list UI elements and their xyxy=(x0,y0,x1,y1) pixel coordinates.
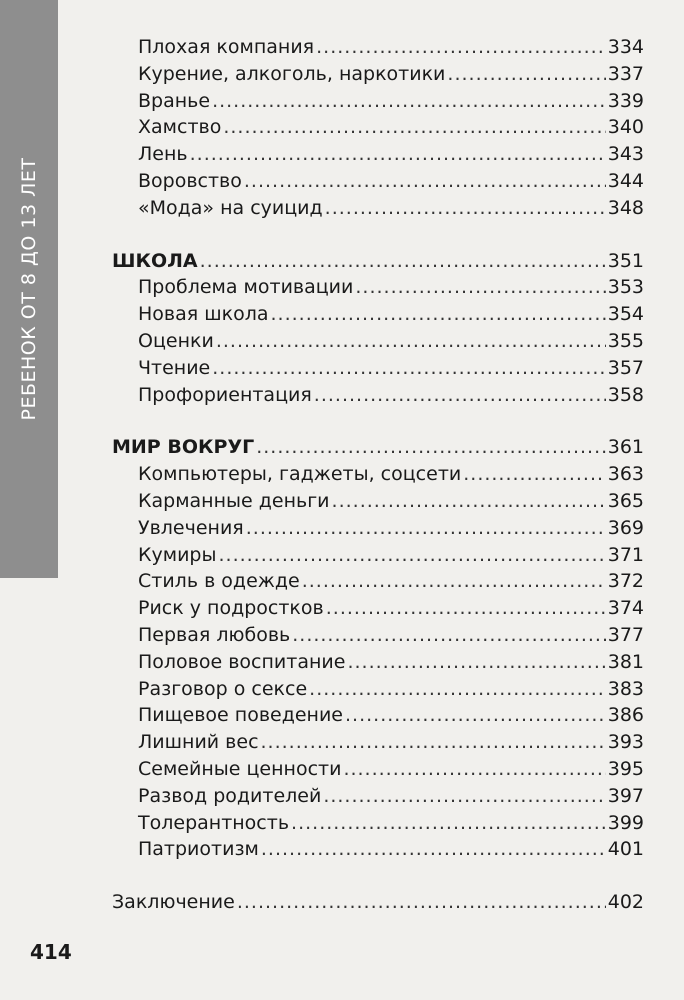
toc-entry xyxy=(112,141,644,168)
toc-leader-dots xyxy=(246,515,606,542)
toc-entry-title: Стиль в одежде xyxy=(138,570,300,593)
toc-leader-dots xyxy=(261,729,606,756)
toc-entry xyxy=(112,542,644,569)
toc-entry-page: 339 xyxy=(607,89,644,112)
toc-entry-title: Половое воспитание xyxy=(138,650,346,673)
toc-leader-dots xyxy=(347,649,605,676)
toc-entry-title: Оценки xyxy=(138,329,214,352)
toc-entry-top xyxy=(112,889,644,916)
toc-entry xyxy=(112,676,644,703)
toc-entry xyxy=(112,382,644,409)
toc-entry xyxy=(112,114,644,141)
toc-leader-dots xyxy=(355,274,605,301)
toc-entry xyxy=(112,355,644,382)
toc-leader-dots xyxy=(326,595,606,622)
toc-entry-page: 369 xyxy=(607,516,644,539)
toc-entry xyxy=(112,328,644,355)
toc-entry xyxy=(112,488,644,515)
page-number: 414 xyxy=(30,940,72,964)
toc-entry xyxy=(112,649,644,676)
toc-entry-page: 401 xyxy=(607,838,644,861)
toc-entry-page: 361 xyxy=(607,436,644,459)
toc-entry-title: Лень xyxy=(138,143,188,166)
toc-entry-title: Чтение xyxy=(138,356,211,379)
toc-entry-title: МИР ВОКРУГ xyxy=(112,436,255,459)
toc-gap xyxy=(112,408,644,434)
toc-entry-page: 353 xyxy=(607,276,644,299)
toc-leader-dots xyxy=(291,810,606,837)
toc-entry-page: 363 xyxy=(607,463,644,486)
toc-entry xyxy=(112,622,644,649)
toc-entry xyxy=(112,515,644,542)
toc-entry-title: Пищевое поведение xyxy=(138,704,343,727)
toc-entry-page: 381 xyxy=(607,650,644,673)
toc-entry-title: Новая школа xyxy=(138,303,269,326)
toc-entry-page: 374 xyxy=(607,597,644,620)
toc-leader-dots xyxy=(463,461,606,488)
toc-entry-title: Риск у подростков xyxy=(138,597,324,620)
toc-entry-title: Патриотизм xyxy=(138,838,259,861)
toc-leader-dots xyxy=(216,328,606,355)
toc-leader-dots xyxy=(218,542,605,569)
toc-group-world xyxy=(112,434,644,863)
toc-group-school xyxy=(112,248,644,409)
toc-section-heading xyxy=(112,248,644,275)
toc-entry-title: Развод родителей xyxy=(138,784,322,807)
toc-entry-title: Увлечения xyxy=(138,516,244,539)
toc-entry-title: Разговор о сексе xyxy=(138,677,308,700)
toc-leader-dots xyxy=(261,836,606,863)
toc-entry-title: Кумиры xyxy=(138,543,217,566)
toc-entry xyxy=(112,702,644,729)
toc-entry xyxy=(112,836,644,863)
toc-gap xyxy=(112,863,644,889)
toc-entry-page: 337 xyxy=(607,62,644,85)
toc-entry xyxy=(112,34,644,61)
toc-entry xyxy=(112,301,644,328)
toc-leader-dots xyxy=(343,756,605,783)
table-of-contents xyxy=(112,34,644,916)
toc-leader-dots xyxy=(292,622,606,649)
toc-entry xyxy=(112,729,644,756)
toc-leader-dots xyxy=(200,248,606,275)
toc-entry-page: 395 xyxy=(607,757,644,780)
toc-leader-dots xyxy=(244,168,606,195)
toc-entry-title: ШКОЛА xyxy=(112,249,198,272)
toc-leader-dots xyxy=(237,889,606,916)
toc-leader-dots xyxy=(302,568,606,595)
toc-leader-dots xyxy=(256,434,606,461)
toc-group-behavior xyxy=(112,34,644,222)
side-section-label: РЕБЕНОК ОТ 8 ДО 13 ЛЕТ xyxy=(18,157,40,421)
toc-entry-page: 383 xyxy=(607,677,644,700)
toc-entry-page: 355 xyxy=(607,329,644,352)
toc-entry-page: 348 xyxy=(607,196,644,219)
side-section-tab xyxy=(0,0,58,578)
toc-section-heading xyxy=(112,434,644,461)
toc-leader-dots xyxy=(271,301,606,328)
toc-entry-page: 343 xyxy=(607,143,644,166)
toc-entry-page: 372 xyxy=(607,570,644,593)
toc-entry xyxy=(112,61,644,88)
toc-entry-page: 393 xyxy=(607,731,644,754)
toc-entry-page: 351 xyxy=(607,249,644,272)
toc-leader-dots xyxy=(190,141,606,168)
toc-entry xyxy=(112,168,644,195)
toc-entry-title: Плохая компания xyxy=(138,36,315,58)
toc-entry xyxy=(112,756,644,783)
toc-entry-page: 386 xyxy=(607,704,644,727)
toc-group-conclusion xyxy=(112,889,644,916)
toc-leader-dots xyxy=(316,34,606,61)
toc-entry xyxy=(112,568,644,595)
toc-entry xyxy=(112,783,644,810)
toc-entry-page: 334 xyxy=(607,36,644,58)
toc-entry xyxy=(112,88,644,115)
toc-entry-title: Первая любовь xyxy=(138,623,291,646)
toc-entry-page: 357 xyxy=(607,356,644,379)
toc-leader-dots xyxy=(314,382,606,409)
toc-entry-page: 397 xyxy=(607,784,644,807)
toc-entry-page: 399 xyxy=(607,811,644,834)
toc-entry xyxy=(112,274,644,301)
toc-entry-page: 354 xyxy=(607,303,644,326)
toc-entry-title: «Мода» на суицид xyxy=(138,196,323,219)
toc-entry-title: Профориентация xyxy=(138,383,312,406)
toc-entry-title: Вранье xyxy=(138,89,211,112)
toc-leader-dots xyxy=(212,88,606,115)
toc-leader-dots xyxy=(309,676,606,703)
toc-entry-page: 402 xyxy=(607,891,644,914)
toc-gap xyxy=(112,222,644,248)
toc-entry-page: 344 xyxy=(607,169,644,192)
toc-entry-page: 358 xyxy=(607,383,644,406)
toc-entry-title: Заключение xyxy=(112,891,235,914)
toc-entry-title: Семейные ценности xyxy=(138,757,342,780)
toc-leader-dots xyxy=(332,488,606,515)
toc-leader-dots xyxy=(223,114,605,141)
toc-entry xyxy=(112,810,644,837)
toc-leader-dots xyxy=(345,702,606,729)
toc-entry-title: Компьютеры, гаджеты, соцсети xyxy=(138,463,462,486)
toc-entry xyxy=(112,461,644,488)
toc-entry-page: 365 xyxy=(607,489,644,512)
toc-entry-page: 377 xyxy=(607,623,644,646)
toc-entry-title: Хамство xyxy=(138,116,222,139)
toc-leader-dots xyxy=(323,783,605,810)
toc-entry-title: Карманные деньги xyxy=(138,489,330,512)
toc-leader-dots xyxy=(447,61,605,88)
toc-entry xyxy=(112,595,644,622)
toc-entry-title: Проблема мотивации xyxy=(138,276,354,299)
toc-entry-title: Толерантность xyxy=(138,811,290,834)
toc-entry-title: Лишний вес xyxy=(138,731,259,754)
toc-entry-page: 340 xyxy=(607,116,644,139)
toc-entry-title: Воровство xyxy=(138,169,242,192)
toc-leader-dots xyxy=(325,195,606,222)
toc-entry-page: 371 xyxy=(607,543,644,566)
toc-entry-title: Курение, алкоголь, наркотики xyxy=(138,62,446,85)
toc-leader-dots xyxy=(212,355,605,382)
toc-entry xyxy=(112,195,644,222)
